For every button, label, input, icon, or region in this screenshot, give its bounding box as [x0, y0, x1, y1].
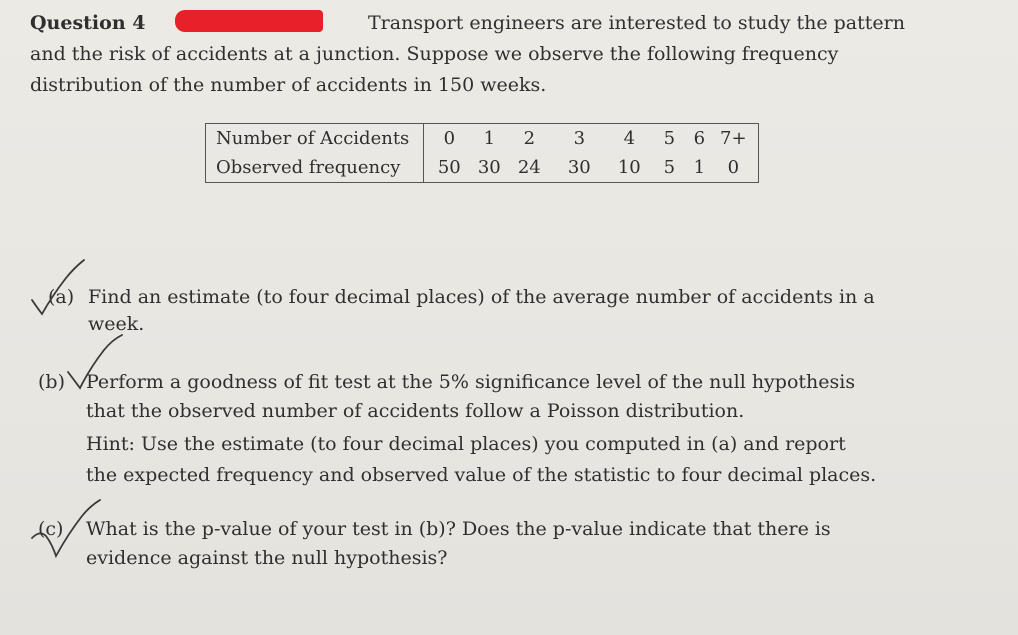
- part-b-line-3: Hint: Use the estimate (to four decimal places) you computed in (a) and report: [86, 433, 846, 455]
- frequency-row: [206, 153, 759, 183]
- frequency-cell: 0: [727, 157, 740, 178]
- frequency-cell: 10: [617, 157, 641, 178]
- accidents-cell: 6: [693, 128, 706, 149]
- accidents-cell: 1: [483, 128, 496, 149]
- accidents-cell: 7+: [720, 128, 747, 149]
- accidents-cell: 3: [573, 128, 586, 149]
- accidents-cell: 5: [663, 128, 676, 149]
- accidents-cell: 2: [523, 128, 536, 149]
- part-c-label: (c): [38, 518, 64, 540]
- redaction-mark: [175, 10, 323, 32]
- part-a-line-2: week.: [88, 313, 145, 335]
- frequency-cell: 5: [663, 157, 676, 178]
- accidents-row: [206, 124, 759, 154]
- accidents-cell: 0: [443, 128, 456, 149]
- frequency-cell: 30: [567, 157, 591, 178]
- frequency-row-header: Observed frequency: [206, 153, 424, 183]
- handwritten-tick-mark-a: [26, 256, 96, 326]
- frequency-table: [205, 123, 759, 183]
- part-a-label: (a): [48, 286, 75, 308]
- frequency-cell: 30: [477, 157, 501, 178]
- part-b-line-1: Perform a goodness of fit test at the 5% significance level of the null hypothesis: [86, 371, 856, 393]
- part-a-line-1: Find an estimate (to four decimal places) of the average number of accidents in a: [88, 286, 875, 308]
- part-c-line-2: evidence against the null hypothesis?: [86, 547, 448, 569]
- intro-line-1: Transport engineers are interested to study the pattern: [368, 12, 905, 34]
- part-b-label: (b): [38, 371, 65, 393]
- accidents-cell: 4: [623, 128, 636, 149]
- part-c-line-1: What is the p-value of your test in (b)? Does the p-value indicate that there is: [86, 518, 831, 540]
- intro-line-3: distribution of the number of accidents in 150 weeks.: [30, 74, 547, 96]
- frequency-cell: 50: [437, 157, 461, 178]
- question-title: Question 4: [30, 12, 146, 34]
- frequency-cell: 24: [517, 157, 541, 178]
- accidents-row-header: Number of Accidents: [206, 124, 424, 154]
- intro-line-2: and the risk of accidents at a junction. Suppose we observe the following frequency: [30, 43, 839, 65]
- part-b-line-4: the expected frequency and observed value of the statistic to four decimal places.: [86, 464, 877, 486]
- frequency-cell: 1: [693, 157, 706, 178]
- part-b-line-2: that the observed number of accidents follow a Poisson distribution.: [86, 400, 745, 422]
